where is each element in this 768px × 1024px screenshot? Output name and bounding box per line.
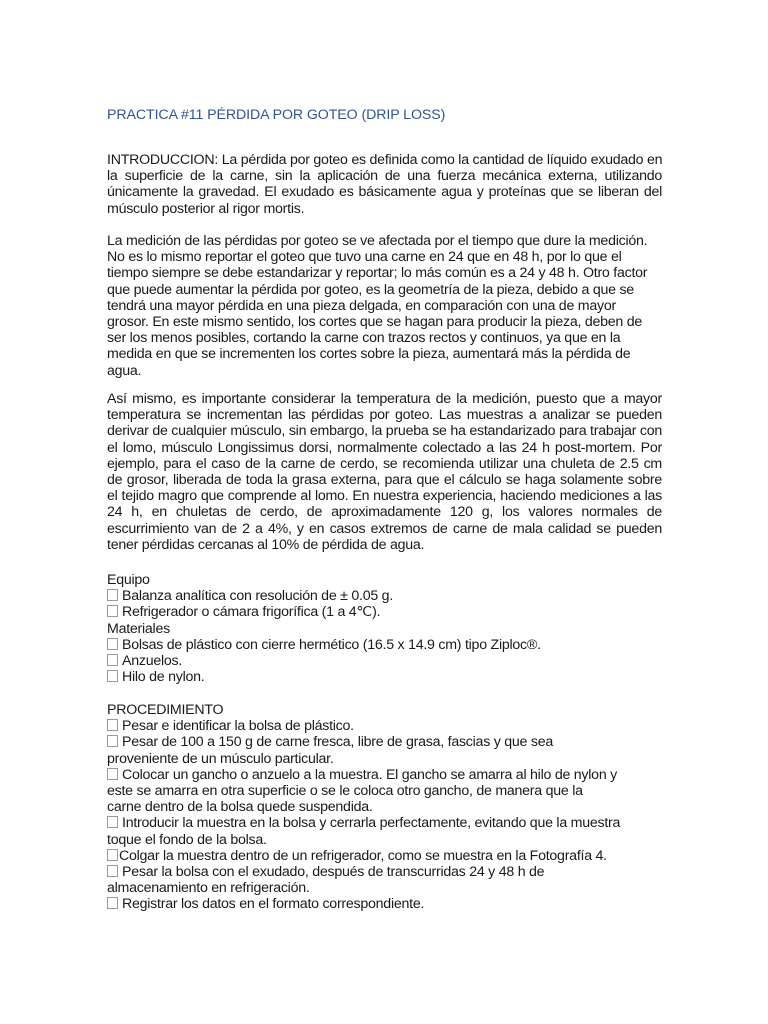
bullet-icon [107, 816, 118, 828]
paragraph-line: 24 h, en chuletas de cerdo, de aproximadamente 120 g, los valores normales de [107, 504, 662, 521]
procedure-step-continuation: almacenamiento en refrigeración. [107, 880, 310, 897]
list-item: Hilo de nylon. [107, 669, 662, 685]
procedure-section [107, 702, 662, 913]
procedure-step: Pesar e identificar la bolsa de plástico. [107, 718, 662, 734]
paragraph-measurement [107, 233, 662, 379]
bullet-icon [107, 865, 118, 877]
paragraph-line: tendrá una mayor pérdida en una pieza delgada, en comparación con una de mayor [107, 297, 616, 314]
procedure-step: Introducir la muestra en la bolsa y cerrarla perfectamente, evitando que la muestra [107, 815, 662, 831]
list-item: Refrigerador o cámara frigorífica (1 a 4℃). [107, 604, 662, 620]
procedure-step: Registrar los datos en el formato correspondiente. [107, 896, 662, 912]
equipo-heading: Equipo [107, 572, 150, 588]
materiales-heading: Materiales [107, 620, 170, 637]
procedure-step: Pesar la bolsa con el exudado, después de transcurridas 24 y 48 h de [107, 864, 662, 880]
intro-paragraph [107, 152, 662, 217]
procedure-step: Pesar de 100 a 150 g de carne fresca, libre de grasa, fascias y que sea [107, 734, 662, 750]
paragraph-line: La medición de las pérdidas por goteo se ve afectada por el tiempo que dure la medición. [107, 233, 648, 249]
paragraph-line: tiempo siempre se debe estandarizar y reportar; lo más común es a 24 y 48 h. Otro factor [107, 265, 648, 282]
procedure-step-continuation: carne dentro de la bolsa quede suspendida. [107, 799, 373, 816]
intro-line: únicamente la gravedad. El exudado es básicamente agua y proteínas que se liberan del [107, 184, 662, 201]
intro-line: INTRODUCCION: La pérdida por goteo es definida como la cantidad de líquido exudado en [107, 152, 662, 168]
bullet-icon [107, 735, 118, 747]
document-title: PRACTICA #11 PÉRDIDA POR GOTEO (DRIP LOSS) [107, 107, 446, 123]
paragraph-line: el tejido magro que comprende al lomo. En nuestra experiencia, haciendo mediciones a las [107, 488, 662, 505]
bullet-icon [107, 897, 118, 909]
bullet-icon [107, 638, 118, 650]
bullet-icon [107, 849, 118, 861]
paragraph-line: No es lo mismo reportar el goteo que tuvo una carne en 24 que en 48 h, por lo que el [107, 249, 622, 266]
bullet-icon [107, 719, 118, 731]
list-item: Anzuelos. [107, 653, 662, 669]
procedure-step: Colocar un gancho o anzuelo a la muestra. El gancho se amarra al hilo de nylon y [107, 767, 662, 783]
intro-line: la superficie de la carne, sin la aplicación de una fuerza mecánica externa, utilizando [107, 168, 662, 185]
bullet-icon [107, 654, 118, 666]
procedure-step-continuation: proveniente de un músculo particular. [107, 750, 334, 767]
paragraph-temperature [107, 391, 662, 553]
paragraph-line: escurrimiento van de 2 a 4%, y en casos extremos de carne de mala calidad se pueden [107, 520, 662, 537]
paragraph-line: ejemplo, para el caso de la carne de cerdo, se recomienda utilizar una chuleta de 2.5 cm [107, 455, 662, 472]
paragraph-line: Así mismo, es importante considerar la temperatura de la medición, puesto que a mayor [107, 391, 662, 407]
equipment-section [107, 572, 662, 685]
paragraph-line: agua. [107, 362, 142, 379]
procedure-step-continuation: este se amarra en otra superficie o se le coloca otro gancho, de manera que la [107, 783, 583, 800]
procedure-step-continuation: toque el fondo de la bolsa. [107, 831, 267, 848]
bullet-icon [107, 589, 118, 601]
paragraph-line: el lomo, músculo Longissimus dorsi, normalmente colectado a las 24 h post-mortem. Por [107, 439, 662, 456]
bullet-icon [107, 768, 118, 780]
paragraph-line: derivar de cualquier músculo, sin embargo, la prueba se ha estandarizado para trabajar con [107, 423, 662, 440]
intro-line: músculo posterior al rigor mortis. [107, 200, 305, 217]
paragraph-line: de grosor, liberada de toda la grasa externa, para que el cálculo se haga solamente sobre [107, 472, 662, 489]
bullet-icon [107, 605, 118, 617]
paragraph-line: ser los menos posibles, cortando la carne con trazos rectos y continuos, ya que en la [107, 330, 621, 347]
paragraph-line: grosor. En este mismo sentido, los cortes que se hagan para producir la pieza, deben de [107, 314, 643, 331]
paragraph-line: medida en que se incrementen los cortes sobre la pieza, aumentará más la pérdida de [107, 346, 631, 363]
paragraph-line: temperatura se incrementan las pérdidas por goteo. Las muestras a analizar se pueden [107, 407, 662, 424]
procedure-step: Colgar la muestra dentro de un refrigerador, como se muestra en la Fotografía 4. [107, 848, 662, 864]
procedimiento-heading: PROCEDIMIENTO [107, 702, 224, 718]
list-item: Balanza analítica con resolución de ± 0.05 g. [107, 588, 662, 604]
bullet-icon [107, 670, 118, 682]
paragraph-line: que puede aumentar la pérdida por goteo, es la geometría de la pieza, debido a que se [107, 281, 634, 298]
list-item: Bolsas de plástico con cierre hermético (16.5 x 14.9 cm) tipo Ziploc®. [107, 637, 662, 653]
paragraph-line: tener pérdidas cercanas al 10% de pérdida de agua. [107, 536, 425, 553]
